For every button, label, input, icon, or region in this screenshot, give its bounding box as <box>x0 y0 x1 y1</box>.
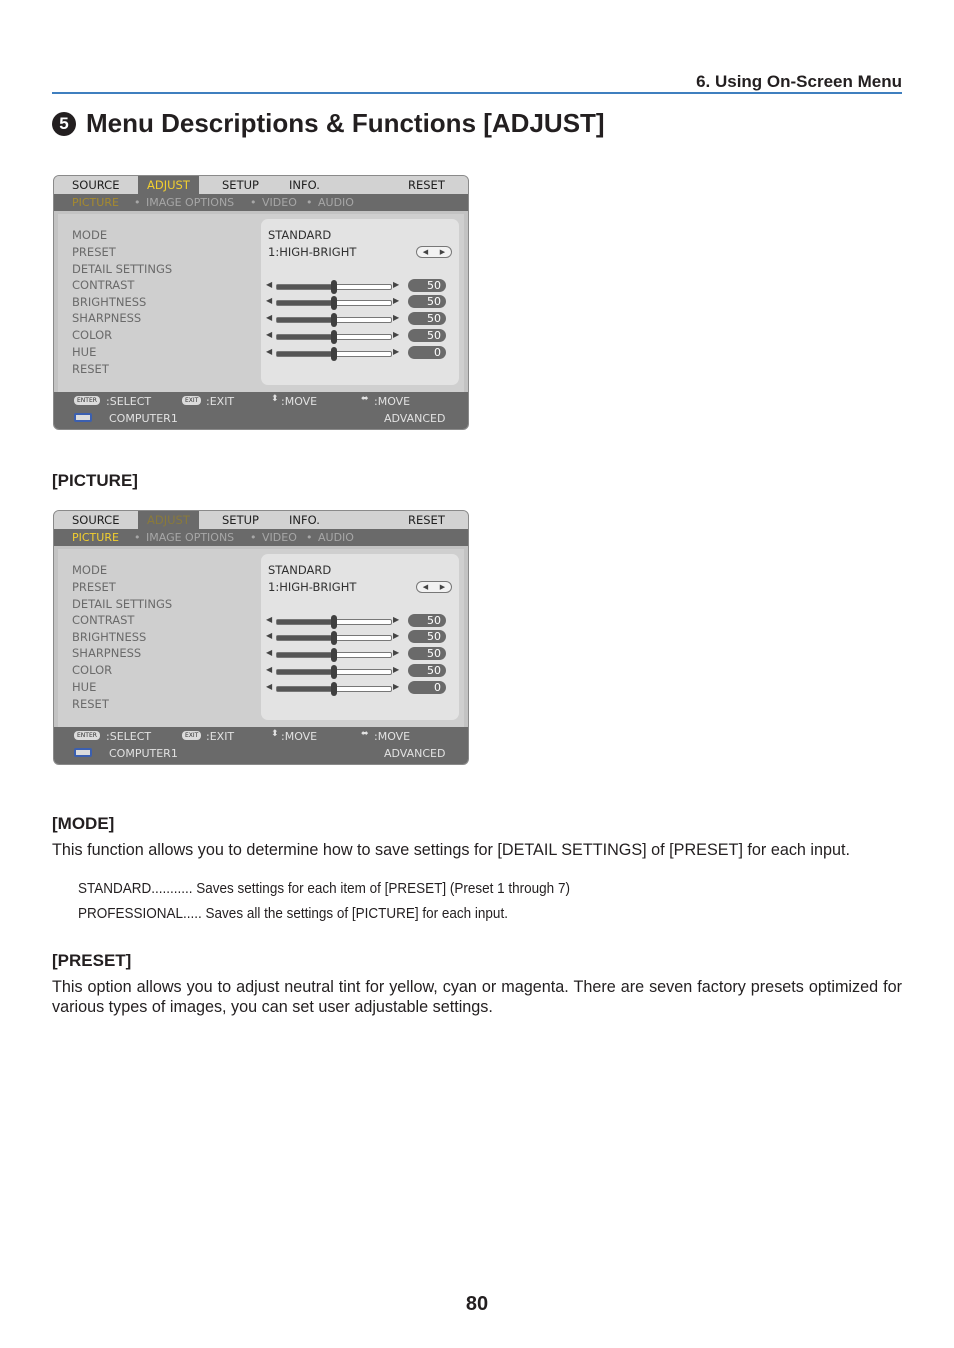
slider-knob[interactable] <box>331 682 337 696</box>
mode-option-professional <box>78 905 508 922</box>
slider-fill <box>277 636 334 640</box>
slider-fill <box>277 653 334 657</box>
osd-subtab-bar <box>54 194 468 211</box>
arrow-right-icon: ▶ <box>439 248 446 256</box>
slider-value: 50 <box>408 630 446 643</box>
slider-right-arrow-icon: ▶ <box>393 615 400 624</box>
osd-subtab-picture[interactable]: PICTURE <box>72 196 119 209</box>
slider-knob[interactable] <box>331 648 337 662</box>
osd-item-brightness[interactable]: BRIGHTNESS <box>72 630 147 644</box>
osd-mode-value: STANDARD <box>268 228 332 242</box>
osd-item-sharpness[interactable]: SHARPNESS <box>72 646 142 660</box>
section-number-badge: 5 <box>52 112 76 136</box>
slider-fill <box>277 687 334 691</box>
slider-knob[interactable] <box>331 615 337 629</box>
osd-item-hue[interactable]: HUE <box>72 680 97 694</box>
osd-tab-adjust[interactable]: ADJUST <box>138 511 199 529</box>
chapter-header: 6. Using On-Screen Menu <box>696 72 902 91</box>
osd-tab-info[interactable]: INFO. <box>289 178 320 192</box>
osd-slider-brightness[interactable] <box>266 296 446 308</box>
osd-slider-contrast[interactable] <box>266 280 446 292</box>
slider-fill <box>277 352 334 356</box>
slider-value: 0 <box>408 681 446 694</box>
arrow-right-icon: ▶ <box>439 583 446 591</box>
osd-tab-info[interactable]: INFO. <box>289 513 320 527</box>
osd-subtab-bar <box>54 529 468 546</box>
osd-slider-contrast[interactable] <box>266 615 446 627</box>
slider-fill <box>277 335 334 339</box>
osd-subtab-sep: • <box>306 196 313 209</box>
osd-item-hue[interactable]: HUE <box>72 345 97 359</box>
option-dots: ........... <box>151 880 193 897</box>
osd-slider-hue[interactable] <box>266 682 446 694</box>
footer-menu-mode: ADVANCED <box>384 747 446 760</box>
slider-left-arrow-icon: ◀ <box>266 665 273 674</box>
slider-left-arrow-icon: ◀ <box>266 615 273 624</box>
slider-right-arrow-icon: ▶ <box>393 330 400 339</box>
slider-track <box>276 351 392 357</box>
slider-left-arrow-icon: ◀ <box>266 296 273 305</box>
mode-option-standard <box>78 880 570 897</box>
osd-tab-reset[interactable]: RESET <box>408 513 445 527</box>
osd-footer: ENTER :SELECT EXIT :EXIT ⬍ :MOVE ⬌ :MOVE COMPUTER1 ADVANCED <box>54 727 468 764</box>
slider-value: 50 <box>408 664 446 677</box>
option-text: Saves settings for each item of [PRESET] (Preset 1 through 7) <box>196 880 570 897</box>
footer-move-horizontal: :MOVE <box>374 395 411 408</box>
slider-right-arrow-icon: ▶ <box>393 347 400 356</box>
slider-value: 50 <box>408 329 446 342</box>
mode-description: This function allows you to determine how to save settings for [DETAIL SETTINGS] of [PRESET] for each input. <box>52 841 851 859</box>
footer-move-vertical: :MOVE <box>281 395 318 408</box>
slider-fill <box>277 620 334 624</box>
osd-body <box>58 549 464 727</box>
osd-subtab-video[interactable]: VIDEO <box>262 531 297 544</box>
osd-subtab-sep: • <box>306 531 313 544</box>
footer-menu-mode: ADVANCED <box>384 412 446 425</box>
updown-arrow-icon: ⬍ <box>271 394 279 404</box>
slider-knob[interactable] <box>331 330 337 344</box>
slider-track <box>276 635 392 641</box>
picture-heading: [PICTURE] <box>52 471 138 490</box>
osd-tab-bar <box>54 511 468 529</box>
slider-right-arrow-icon: ▶ <box>393 313 400 322</box>
arrow-left-icon: ◀ <box>422 248 429 256</box>
osd-preset-arrows[interactable] <box>416 581 452 593</box>
slider-fill <box>277 301 334 305</box>
slider-left-arrow-icon: ◀ <box>266 313 273 322</box>
slider-left-arrow-icon: ◀ <box>266 648 273 657</box>
osd-preset-arrows[interactable] <box>416 246 452 258</box>
slider-track <box>276 669 392 675</box>
section-title <box>52 108 605 139</box>
slider-right-arrow-icon: ▶ <box>393 665 400 674</box>
slider-right-arrow-icon: ▶ <box>393 296 400 305</box>
footer-source: COMPUTER1 <box>109 747 178 760</box>
osd-slider-hue[interactable] <box>266 347 446 359</box>
osd-item-mode[interactable]: MODE <box>72 228 108 242</box>
osd-item-preset[interactable]: PRESET <box>72 580 116 594</box>
osd-subtab-image-options[interactable]: IMAGE OPTIONS <box>146 531 235 544</box>
osd-tab-source[interactable]: SOURCE <box>72 513 120 527</box>
slider-value: 50 <box>408 279 446 292</box>
slider-knob[interactable] <box>331 347 337 361</box>
slider-value: 50 <box>408 295 446 308</box>
osd-subtab-audio[interactable]: AUDIO <box>318 196 354 209</box>
slider-left-arrow-icon: ◀ <box>266 682 273 691</box>
option-term: STANDARD <box>78 880 152 897</box>
osd-item-color[interactable]: COLOR <box>72 663 113 677</box>
slider-right-arrow-icon: ▶ <box>393 280 400 289</box>
osd-item-detail-settings[interactable]: DETAIL SETTINGS <box>72 262 173 276</box>
osd-slider-color[interactable] <box>266 330 446 342</box>
chapter-rule <box>52 92 902 94</box>
osd-tab-setup[interactable]: SETUP <box>222 513 259 527</box>
osd-item-detail-settings[interactable]: DETAIL SETTINGS <box>72 597 173 611</box>
source-icon <box>74 748 92 757</box>
slider-left-arrow-icon: ◀ <box>266 280 273 289</box>
updown-arrow-icon: ⬍ <box>271 729 279 739</box>
osd-subtab-audio[interactable]: AUDIO <box>318 531 354 544</box>
section-title-text: Menu Descriptions & Functions [ADJUST] <box>86 108 605 138</box>
footer-exit: :EXIT <box>206 395 235 408</box>
osd-item-reset[interactable]: RESET <box>72 362 109 376</box>
slider-track <box>276 619 392 625</box>
slider-knob[interactable] <box>331 313 337 327</box>
osd-preset-value: 1:HIGH-BRIGHT <box>268 245 357 259</box>
osd-tab-adjust[interactable]: ADJUST <box>138 176 199 194</box>
slider-right-arrow-icon: ▶ <box>393 648 400 657</box>
slider-fill <box>277 285 334 289</box>
osd-subtab-sep: • <box>250 531 257 544</box>
slider-track <box>276 317 392 323</box>
osd-tab-setup[interactable]: SETUP <box>222 178 259 192</box>
slider-track <box>276 686 392 692</box>
leftright-arrow-icon: ⬌ <box>361 729 369 739</box>
osd-subtab-sep: • <box>134 531 141 544</box>
osd-subtab-sep: • <box>134 196 141 209</box>
osd-subtab-picture[interactable]: PICTURE <box>72 531 119 544</box>
leftright-arrow-icon: ⬌ <box>361 394 369 404</box>
slider-track <box>276 300 392 306</box>
osd-slider-sharpness[interactable] <box>266 313 446 325</box>
osd-item-preset[interactable]: PRESET <box>72 245 116 259</box>
osd-item-contrast[interactable]: CONTRAST <box>72 613 135 627</box>
slider-knob[interactable] <box>331 280 337 294</box>
osd-body <box>58 214 464 392</box>
arrow-left-icon: ◀ <box>422 583 429 591</box>
mode-heading: [MODE] <box>52 814 115 833</box>
option-text: Saves all the settings of [PICTURE] for each input. <box>205 905 508 922</box>
source-icon <box>74 413 92 422</box>
osd-slider-brightness[interactable] <box>266 631 446 643</box>
slider-fill <box>277 318 334 322</box>
slider-knob[interactable] <box>331 296 337 310</box>
osd-slider-color[interactable] <box>266 665 446 677</box>
osd-slider-sharpness[interactable] <box>266 648 446 660</box>
preset-heading: [PRESET] <box>52 951 132 970</box>
footer-select: :SELECT <box>106 395 152 408</box>
osd-menu-adjust <box>53 175 469 430</box>
osd-menu-picture <box>53 510 469 765</box>
slider-track <box>276 284 392 290</box>
osd-tab-bar <box>54 176 468 194</box>
preset-description: This option allows you to adjust neutral tint for yellow, cyan or magenta. There are seven factory presets optimized for various types of images, you can set user adjustable settings. <box>52 978 902 1016</box>
footer-source: COMPUTER1 <box>109 412 178 425</box>
osd-item-reset[interactable]: RESET <box>72 697 109 711</box>
osd-subtab-image-options[interactable]: IMAGE OPTIONS <box>146 196 235 209</box>
footer-move-horizontal: :MOVE <box>374 730 411 743</box>
osd-tab-reset[interactable]: RESET <box>408 178 445 192</box>
osd-item-mode[interactable]: MODE <box>72 563 108 577</box>
slider-left-arrow-icon: ◀ <box>266 330 273 339</box>
osd-item-contrast[interactable]: CONTRAST <box>72 278 135 292</box>
osd-item-sharpness[interactable]: SHARPNESS <box>72 311 142 325</box>
osd-preset-value: 1:HIGH-BRIGHT <box>268 580 357 594</box>
option-term: PROFESSIONAL <box>78 905 184 922</box>
osd-item-brightness[interactable]: BRIGHTNESS <box>72 295 147 309</box>
slider-knob[interactable] <box>331 665 337 679</box>
osd-item-color[interactable]: COLOR <box>72 328 113 342</box>
slider-knob[interactable] <box>331 631 337 645</box>
slider-value: 0 <box>408 346 446 359</box>
slider-value: 50 <box>408 647 446 660</box>
slider-left-arrow-icon: ◀ <box>266 347 273 356</box>
osd-subtab-sep: • <box>250 196 257 209</box>
osd-footer: ENTER :SELECT EXIT ⬍ :MOVE :EXIT ⬌ :MOVE COMPUTER1 ADVANCED <box>54 392 468 429</box>
slider-right-arrow-icon: ▶ <box>393 631 400 640</box>
footer-select: :SELECT <box>106 730 152 743</box>
footer-move-vertical: :MOVE <box>281 730 318 743</box>
slider-right-arrow-icon: ▶ <box>393 682 400 691</box>
osd-subtab-video[interactable]: VIDEO <box>262 196 297 209</box>
slider-track <box>276 334 392 340</box>
osd-mode-value: STANDARD <box>268 563 332 577</box>
slider-track <box>276 652 392 658</box>
page-number: 80 <box>465 1293 489 1315</box>
slider-value: 50 <box>408 614 446 627</box>
option-dots: ..... <box>183 905 202 922</box>
slider-left-arrow-icon: ◀ <box>266 631 273 640</box>
slider-fill <box>277 670 334 674</box>
footer-exit: :EXIT <box>206 730 235 743</box>
osd-tab-source[interactable]: SOURCE <box>72 178 120 192</box>
slider-value: 50 <box>408 312 446 325</box>
